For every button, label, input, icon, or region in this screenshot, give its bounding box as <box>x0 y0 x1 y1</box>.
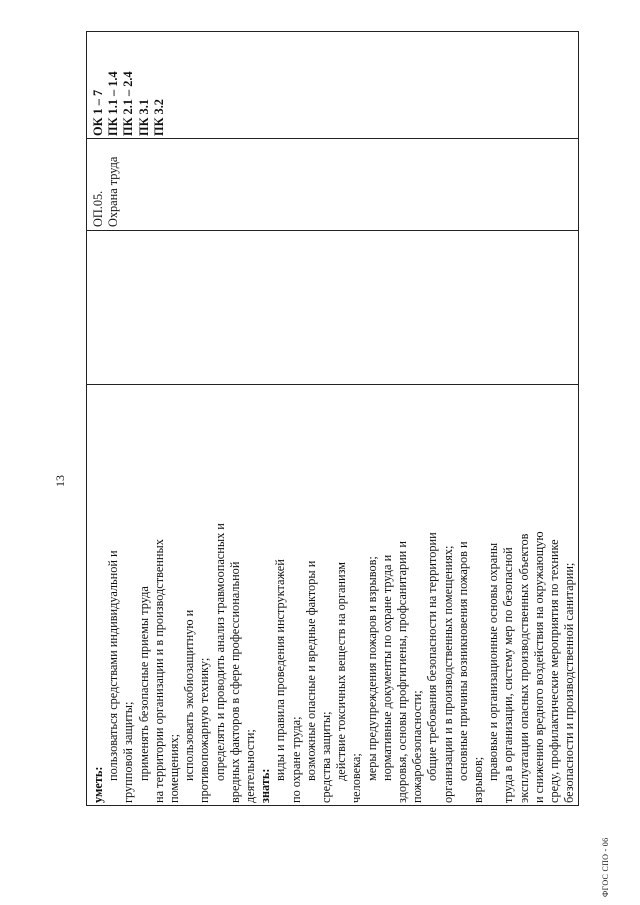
skills-line: знать: <box>258 768 273 803</box>
skills-line: общие требования безопасности на территории <box>425 532 440 781</box>
column-divider <box>87 230 578 231</box>
skills-line: организации и в производственных помещениях; <box>440 545 455 803</box>
skills-line: пожаробезопасности; <box>410 690 425 803</box>
competency-code: ПК 1.1 – 1.4 <box>106 71 121 136</box>
discipline-code: ОП.05. <box>91 190 105 227</box>
skills-line: среду, профилактические мероприятия по технике <box>547 539 562 803</box>
skills-line: труда в организации, систему мер по безопасной <box>501 547 516 803</box>
skills-line: пользоваться средствами индивидуальной и <box>106 550 121 781</box>
skills-line: противопожарную технику; <box>197 657 212 803</box>
competencies-cell <box>87 32 579 139</box>
hours-cell-1 <box>87 139 579 385</box>
skills-line: средства защиты; <box>319 711 334 803</box>
skills-line: нормативные документы по охране труда и <box>379 554 394 781</box>
skills-line: взрывов; <box>471 756 486 803</box>
discipline-text <box>87 135 121 229</box>
discipline-name: Охрана труда <box>106 156 121 227</box>
skills-line: и снижению вредного воздействия на окружающую <box>531 531 546 803</box>
skills-line: эксплуатации опасных производственных объектов <box>516 533 531 803</box>
skills-line: на территории организации и в производственных <box>151 539 166 803</box>
skills-line: возможные опасные и вредные факторы и <box>303 560 318 781</box>
skills-line: здоровья, основы профгигиены, профсанитарии и <box>395 541 410 803</box>
skills-line: помещениях; <box>167 733 182 803</box>
page-number: 13 <box>53 475 67 487</box>
skills-line: безопасности и производственной санитарии; <box>562 562 577 803</box>
skills-line: вредных факторов в сфере профессиональной <box>227 561 242 803</box>
competency-code: ОК 1 – 7 <box>91 89 105 136</box>
skills-line: меры предупреждения пожаров и взрывов; <box>364 556 379 781</box>
table-row <box>87 32 579 806</box>
competency-code: ПК 2.1 – 2.4 <box>121 71 136 136</box>
skills-line: уметь: <box>91 766 105 803</box>
skills-line: использовать экобиозащитную и <box>182 609 197 781</box>
skills-line: виды и правила проведения инструктажей <box>273 559 288 781</box>
skills-line: по охране труда; <box>288 716 303 803</box>
competency-code: ПК 3.1 <box>136 99 151 136</box>
skills-line: человека; <box>349 753 364 803</box>
competencies-list <box>87 32 167 138</box>
footer-standard-code: ФГОС СПО - 06 <box>601 837 610 897</box>
competency-code: ПК 3.2 <box>151 99 166 136</box>
skills-line: применять безопасные приемы труда <box>136 586 151 781</box>
skills-line: правовые и организационные основы охраны <box>486 542 501 781</box>
curriculum-table <box>86 31 579 806</box>
skills-line: действие токсичных веществ на организм <box>334 561 349 781</box>
skills-line: групповой защиты; <box>121 701 136 803</box>
skills-line: определять и проводить анализ травмоопасных и <box>212 523 227 781</box>
skills-text <box>87 385 578 805</box>
skills-cell <box>87 385 579 806</box>
skills-line: основные причины возникновения пожаров и <box>455 541 470 781</box>
skills-line: деятельности; <box>243 729 258 803</box>
